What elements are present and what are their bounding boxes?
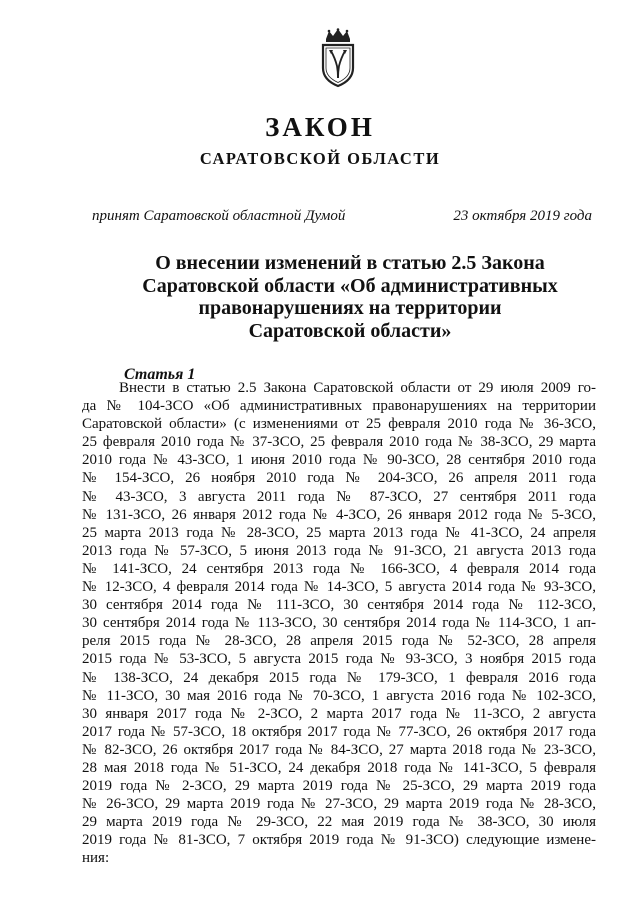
- article-title: Статья 1: [124, 366, 196, 383]
- body-line: 29 марта 2019 года № 29-ЗСО, 22 мая 2019 года № 38-ЗСО, 30 июля: [82, 814, 596, 831]
- heading-line: правонарушениях на территории: [198, 297, 502, 319]
- body-line: № 138-ЗСО, 24 декабря 2015 года № 179-ЗСО, 1 февраля 2016 года: [82, 669, 596, 686]
- body-line: 25 марта 2013 года № 28-ЗСО, 25 марта 2013 года № 41-ЗСО, 24 апреля: [82, 524, 596, 541]
- law-subtitle: САРАТОВСКОЙ ОБЛАСТИ: [199, 149, 441, 168]
- body-line: ния:: [82, 850, 110, 867]
- body-line: № 26-ЗСО, 29 марта 2019 года № 27-ЗСО, 29 марта 2019 года № 28-ЗСО,: [82, 796, 596, 813]
- heading-line: Саратовской области»: [248, 319, 452, 342]
- saratov-coat-of-arms-icon: [317, 28, 359, 88]
- body-line: Внести в статью 2.5 Закона Саратовской области от 29 июля 2009 го-: [119, 380, 596, 396]
- body-line: да № 104-ЗСО «Об административных правонарушениях на территории: [82, 398, 596, 415]
- body-line: 25 февраля 2010 года № 37-ЗСО, 25 февраля 2010 года № 38-ЗСО, 29 марта: [82, 434, 596, 451]
- body-line: № 12-ЗСО, 4 февраля 2014 года № 14-ЗСО, 5 августа 2014 года № 93-ЗСО,: [82, 579, 596, 596]
- article-body: [82, 379, 596, 868]
- body-line: 28 мая 2018 года № 51-ЗСО, 24 декабря 2018 года № 141-ЗСО, 5 февраля: [82, 759, 596, 776]
- heading-line: Саратовской области «Об административных: [142, 274, 558, 297]
- law-heading: [100, 252, 600, 342]
- body-line: 2019 года № 81-ЗСО, 7 октября 2019 года № 91-ЗСО) следующие измене-: [82, 832, 596, 849]
- body-line: № 141-ЗСО, 24 сентября 2013 года № 166-ЗСО, 4 февраля 2014 года: [82, 560, 596, 577]
- body-line: 30 сентября 2014 года № 111-ЗСО, 30 сентября 2014 года № 112-ЗСО,: [82, 597, 596, 614]
- body-line: № 131-ЗСО, 26 января 2012 года № 4-ЗСО, 26 января 2012 года № 5-ЗСО,: [82, 506, 596, 523]
- body-line: 2013 года № 57-ЗСО, 5 июня 2013 года № 91-ЗСО, 21 августа 2013 года: [82, 542, 596, 559]
- body-line: № 11-ЗСО, 30 мая 2016 года № 70-ЗСО, 1 августа 2016 года № 102-ЗСО,: [82, 687, 596, 704]
- body-line: № 82-ЗСО, 26 октября 2017 года № 84-ЗСО, 27 марта 2018 года № 23-ЗСО,: [82, 741, 596, 758]
- body-line: 2015 года № 53-ЗСО, 5 августа 2015 года № 93-ЗСО, 3 ноября 2015 года: [82, 651, 596, 668]
- body-line: № 154-ЗСО, 26 ноября 2010 года № 204-ЗСО, 26 апреля 2011 года: [82, 470, 596, 487]
- body-line: 30 января 2017 года № 2-ЗСО, 2 марта 2017 года № 11-ЗСО, 2 августа: [82, 705, 596, 722]
- heading-line: О внесении изменений в статью 2.5 Закона: [155, 252, 545, 274]
- body-line: 2010 года № 43-ЗСО, 1 июня 2010 года № 90-ЗСО, 28 сентября 2010 года: [82, 452, 596, 469]
- body-line: реля 2015 года № 28-ЗСО, 28 апреля 2015 года № 52-ЗСО, 28 апреля: [82, 633, 596, 650]
- law-title: ЗАКОН: [265, 112, 375, 142]
- adopted-date: 23 октября 2019 года: [453, 208, 592, 224]
- body-line: № 43-ЗСО, 3 августа 2011 года № 87-ЗСО, 27 сентября 2011 года: [82, 488, 596, 505]
- body-line: 2017 года № 57-ЗСО, 18 октября 2017 года № 77-ЗСО, 26 октября 2017 года: [82, 723, 596, 740]
- body-line: 2019 года № 2-ЗСО, 29 марта 2019 года № 25-ЗСО, 29 марта 2019 года: [82, 778, 596, 795]
- body-line: Саратовской области» (с изменениями от 25 февраля 2010 года № 36-ЗСО,: [82, 416, 596, 433]
- body-line: 30 сентября 2014 года № 113-ЗСО, 30 сентября 2014 года № 114-ЗСО, 1 ап-: [82, 615, 596, 632]
- adopted-by: принят Саратовской областной Думой: [92, 208, 346, 224]
